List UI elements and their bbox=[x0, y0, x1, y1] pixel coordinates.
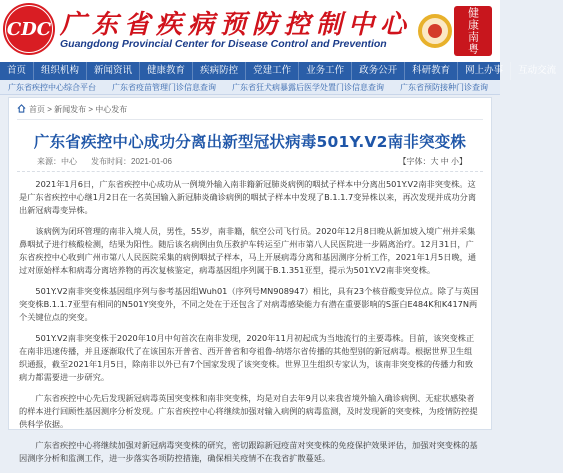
divider bbox=[17, 171, 483, 172]
seal-text: 健康南粤 bbox=[466, 7, 480, 55]
article-source: 来源：中心 bbox=[37, 157, 77, 166]
article-title: 广东省疾控中心成功分离出新型冠状病毒501Y.V2南非突变株 bbox=[33, 133, 467, 151]
article-paragraph: 广东省疾控中心先后发现新冠病毒英国突变株和南非突变株，均是对自去年9月以来我省境外输入确诊病例、无症状感染者的样本进行回顾性基因测序分析发现。广东省疾控中心将继续加强对输入病例的病毒监测，及时发现新的突变株，为疫情防控提供科学依据。 bbox=[19, 393, 478, 429]
article-paragraph: 2021年1月6日，广东省疾控中心成功从一例境外输入南非籍新冠肺炎病例的咽拭子样本中分离出501Y.V2南非突变株。这是广东省疾控中心继1月2日在一名英国输入新冠肺炎确诊病例的咽拭子样本中发现了B.1.1.7变异株以来，再次发现并成功分离出新冠病毒变异株。 bbox=[19, 179, 477, 215]
home-icon bbox=[17, 104, 26, 113]
nav-item-party[interactable]: 党建工作 bbox=[246, 62, 299, 80]
nav-item-research[interactable]: 科研教育 bbox=[405, 62, 458, 80]
quick-link-vaccine-clinic[interactable]: 广东省疫苗管理门诊信息查询 bbox=[112, 83, 216, 92]
article-paragraph: 广东省疾控中心将继续加强对新冠病毒突变株的研究，密切跟踪新冠疫苗对突变株的免疫保护效果评估，加强对突变株的基因测序分析和监测工作，进一步落实各项防控措施，确保相关疫情不在我省扩散蔓延。 bbox=[19, 440, 478, 463]
quick-link-vaccination-clinic[interactable]: 广东省预防接种门诊查询 bbox=[400, 83, 488, 92]
site-title[interactable]: 广东省疾病预防控制中心 bbox=[60, 10, 413, 40]
nav-item-interaction[interactable]: 互动交流 bbox=[518, 65, 557, 76]
nav-item-business[interactable]: 业务工作 bbox=[299, 62, 352, 80]
nav-item-home[interactable]: 首页 bbox=[0, 62, 34, 80]
article-meta bbox=[37, 156, 481, 167]
nav-item-disease-control[interactable]: 疾病防控 bbox=[193, 62, 246, 80]
sun-emblem-icon bbox=[418, 14, 452, 48]
health-seal bbox=[454, 6, 492, 56]
breadcrumb-text[interactable]: 首页 > 新闻发布 > 中心发布 bbox=[29, 105, 128, 114]
site-header bbox=[0, 0, 500, 62]
article-paragraph: 501Y.V2南非突变株于2020年10月中旬首次在南非发现，2020年11月初起成为当地流行的主要毒株。目前，该突变株正在南非迅速传播，并且逐渐取代了在该国东开普省、西开普省和夸祖鲁-纳塔尔省传播的其他型别的新冠病毒。根据世界卫生组织通报，截至2021年1月5日，除南非以外已有7个国家发现了该突变株。世界卫生组织专家认为，该南非突变株的传播力和致病力都需要进一步研究。 bbox=[19, 333, 475, 382]
nav-item-organization[interactable]: 组织机构 bbox=[34, 62, 87, 80]
quick-link-rabies-clinic[interactable]: 广东省狂犬病暴露后医学处置门诊信息查询 bbox=[232, 83, 384, 92]
article-date: 发布时间：2021-01-06 bbox=[91, 157, 172, 166]
nav-item-public-affairs[interactable]: 政务公开 bbox=[352, 62, 405, 80]
nav-item-health-education[interactable]: 健康教育 bbox=[140, 62, 193, 80]
divider bbox=[17, 119, 483, 120]
article-paragraph: 501Y.V2南非突变株基因组序列与参考基因组Wuh01（序列号MN908947）相比，具有23个核苷酸变异位点。除了与英国突变株B.1.1.7亚型有相同的N501Y突变外，不同之处在于还包含了对病毒感染能力有潜在重要影响的S蛋白E484K和K417N两个关键位点的突变。 bbox=[19, 286, 479, 322]
cdc-logo[interactable]: CDC bbox=[6, 6, 52, 52]
article-container bbox=[8, 97, 492, 463]
quick-links-bar bbox=[0, 80, 500, 95]
nav-item-online-service[interactable]: 网上办事 bbox=[458, 62, 511, 80]
quick-link-platform[interactable]: 广东省疾控中心综合平台 bbox=[8, 83, 96, 92]
article-body bbox=[19, 178, 479, 473]
nav-item-news[interactable]: 新闻资讯 bbox=[87, 62, 140, 80]
breadcrumb[interactable] bbox=[17, 104, 127, 115]
site-subtitle: Guangdong Provincial Center for Disease Control and Prevention bbox=[60, 38, 387, 50]
font-size-switcher[interactable]: 【字体：大 中 小】 bbox=[398, 157, 467, 166]
article-paragraph: 该病例为闭环管理的南非入境人员，男性，55岁，南非籍，航空公司飞行员。2020年12月8日晚从新加坡入境广州并采集鼻咽拭子进行核酸检测，结果为阳性。随后该名病例由负压救护车转运至广州市第八人民医院进一步隔离治疗。12月31日，广东省疾控中心收到广州市第八人民医院采集的病例咽拭子样本，马上开展病毒分离和基因测序分析工作，2021年1月5日晚，通过对原始样本和病毒分离培养物的再次复核鉴定，病毒基因组序列属于B.1.351亚型，提示为501Y.V2南非突变株。 bbox=[19, 226, 477, 275]
main-nav bbox=[0, 62, 557, 80]
